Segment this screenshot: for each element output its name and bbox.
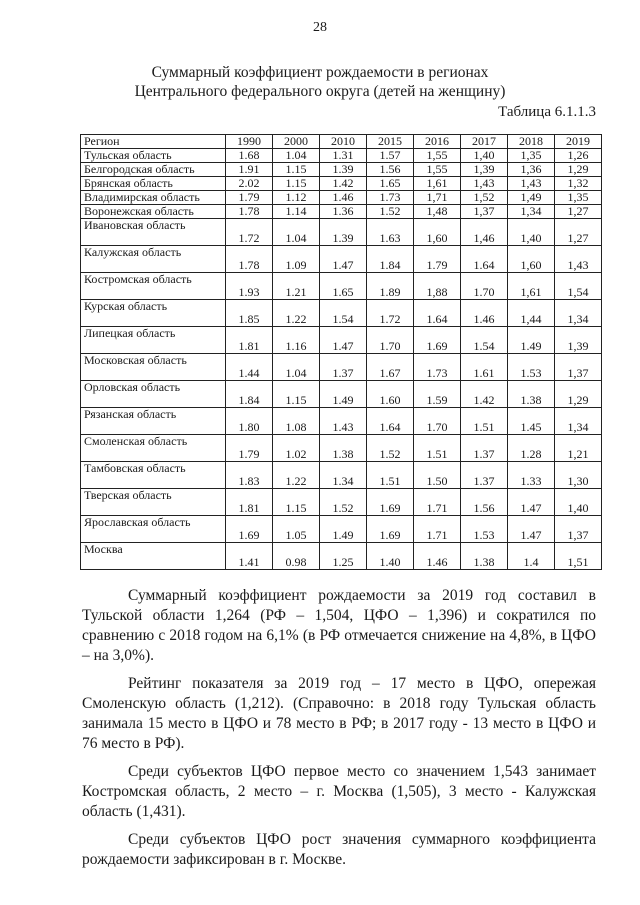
value-cell: 1.79 bbox=[414, 246, 461, 273]
value-cell: 1.41 bbox=[226, 543, 273, 570]
value-cell: 1.69 bbox=[414, 327, 461, 354]
value-cell: 1,32 bbox=[555, 177, 602, 191]
value-cell: 1,60 bbox=[508, 246, 555, 273]
value-cell: 1.46 bbox=[461, 300, 508, 327]
value-cell: 1,36 bbox=[508, 163, 555, 177]
value-cell: 1.49 bbox=[508, 327, 555, 354]
value-cell: 1.80 bbox=[226, 408, 273, 435]
table-row bbox=[81, 273, 602, 300]
value-cell: 1.14 bbox=[273, 205, 320, 219]
value-cell: 1.49 bbox=[320, 381, 367, 408]
value-cell: 1,48 bbox=[414, 205, 461, 219]
value-cell: 1,35 bbox=[508, 149, 555, 163]
value-cell: 1.59 bbox=[414, 381, 461, 408]
title-line-2: Центрального федерального округа (детей на женщину) bbox=[134, 83, 506, 100]
value-cell: 1.37 bbox=[461, 435, 508, 462]
region-cell: Воронежская область bbox=[81, 205, 226, 219]
value-cell: 1.28 bbox=[508, 435, 555, 462]
paragraph: Среди субъектов ЦФО первое место со значением 1,543 занимает Костромская область, 2 место – г. Москва (1,505), 3 место - Калужская область (1,431). bbox=[82, 763, 596, 820]
document-title bbox=[0, 63, 640, 101]
value-cell: 1.70 bbox=[414, 408, 461, 435]
value-cell: 1,52 bbox=[461, 191, 508, 205]
value-cell: 1.34 bbox=[320, 462, 367, 489]
value-cell: 1.91 bbox=[226, 163, 273, 177]
value-cell: 1.04 bbox=[273, 149, 320, 163]
value-cell: 1.52 bbox=[320, 489, 367, 516]
value-cell: 1,49 bbox=[508, 191, 555, 205]
table-row bbox=[81, 191, 602, 205]
value-cell: 1.52 bbox=[367, 205, 414, 219]
value-cell: 1,26 bbox=[555, 149, 602, 163]
value-cell: 1,61 bbox=[414, 177, 461, 191]
region-cell: Рязанская область bbox=[81, 408, 226, 435]
value-cell: 1.78 bbox=[226, 246, 273, 273]
value-cell: 1.56 bbox=[461, 489, 508, 516]
value-cell: 1.15 bbox=[273, 177, 320, 191]
value-cell: 1,60 bbox=[414, 219, 461, 246]
paragraph: Среди субъектов ЦФО рост значения суммарного коэффициента рождаемости зафиксирован в г. Москве. bbox=[82, 831, 596, 868]
paragraph: Рейтинг показателя за 2019 год – 17 место в ЦФО, опережая Смоленскую область (1,212). (Справочно: в 2018 году Тульская область занимала 15 место в ЦФО и 78 место в РФ; в 2017 году - 13 место в ЦФО и 76 место в РФ). bbox=[82, 675, 596, 752]
header-year: 2018 bbox=[508, 135, 555, 149]
region-cell: Курская область bbox=[81, 300, 226, 327]
region-cell: Тамбовская область bbox=[81, 462, 226, 489]
value-cell: 1,21 bbox=[555, 435, 602, 462]
value-cell: 1,30 bbox=[555, 462, 602, 489]
paragraph: Суммарный коэффициент рождаемости за 2019 год составил в Тульской области 1,264 (РФ – 1,504, ЦФО – 1,396) и сократился по сравнению с 2018 годом на 6,1% (в РФ отмечается снижение на 4,8%, в ЦФО – на 3,0%). bbox=[82, 587, 596, 664]
value-cell: 1,29 bbox=[555, 163, 602, 177]
value-cell: 1.47 bbox=[508, 516, 555, 543]
region-cell: Тульская область bbox=[81, 149, 226, 163]
table-row bbox=[81, 462, 602, 489]
value-cell: 1,55 bbox=[414, 163, 461, 177]
value-cell: 1.15 bbox=[273, 381, 320, 408]
value-cell: 1,40 bbox=[555, 489, 602, 516]
value-cell: 1.38 bbox=[461, 543, 508, 570]
value-cell: 1,39 bbox=[555, 327, 602, 354]
value-cell: 1.04 bbox=[273, 354, 320, 381]
table-row bbox=[81, 489, 602, 516]
value-cell: 1.02 bbox=[273, 435, 320, 462]
table-row bbox=[81, 300, 602, 327]
value-cell: 1.46 bbox=[414, 543, 461, 570]
value-cell: 1.69 bbox=[226, 516, 273, 543]
region-cell: Москва bbox=[81, 543, 226, 570]
value-cell: 1,40 bbox=[508, 219, 555, 246]
value-cell: 1,34 bbox=[555, 300, 602, 327]
table-row bbox=[81, 516, 602, 543]
value-cell: 1.60 bbox=[367, 381, 414, 408]
table-row bbox=[81, 177, 602, 191]
value-cell: 1.70 bbox=[461, 273, 508, 300]
value-cell: 1.37 bbox=[461, 462, 508, 489]
value-cell: 1.52 bbox=[367, 435, 414, 462]
value-cell: 1.31 bbox=[320, 149, 367, 163]
header-year: 2015 bbox=[367, 135, 414, 149]
value-cell: 1.93 bbox=[226, 273, 273, 300]
value-cell: 1.72 bbox=[226, 219, 273, 246]
region-cell: Владимирская область bbox=[81, 191, 226, 205]
value-cell: 1.46 bbox=[320, 191, 367, 205]
value-cell: 1.09 bbox=[273, 246, 320, 273]
value-cell: 1.57 bbox=[367, 149, 414, 163]
region-cell: Московская область bbox=[81, 354, 226, 381]
value-cell: 1,71 bbox=[414, 191, 461, 205]
region-cell: Калужская область bbox=[81, 246, 226, 273]
value-cell: 1.22 bbox=[273, 300, 320, 327]
value-cell: 1.37 bbox=[320, 354, 367, 381]
value-cell: 1,51 bbox=[555, 543, 602, 570]
body-text bbox=[82, 586, 596, 878]
value-cell: 1.73 bbox=[367, 191, 414, 205]
value-cell: 1.44 bbox=[226, 354, 273, 381]
value-cell: 1.67 bbox=[367, 354, 414, 381]
header-year: 2010 bbox=[320, 135, 367, 149]
value-cell: 1.78 bbox=[226, 205, 273, 219]
value-cell: 1.4 bbox=[508, 543, 555, 570]
value-cell: 0.98 bbox=[273, 543, 320, 570]
region-cell: Белгородская область bbox=[81, 163, 226, 177]
value-cell: 1.85 bbox=[226, 300, 273, 327]
value-cell: 1.64 bbox=[367, 408, 414, 435]
value-cell: 1.39 bbox=[320, 219, 367, 246]
table-label: Таблица 6.1.1.3 bbox=[498, 104, 596, 120]
table-row bbox=[81, 205, 602, 219]
value-cell: 1.65 bbox=[320, 273, 367, 300]
value-cell: 1.69 bbox=[367, 516, 414, 543]
value-cell: 1,61 bbox=[508, 273, 555, 300]
fertility-table bbox=[80, 134, 602, 570]
value-cell: 1.81 bbox=[226, 327, 273, 354]
value-cell: 1.68 bbox=[226, 149, 273, 163]
table-row bbox=[81, 354, 602, 381]
value-cell: 1.54 bbox=[461, 327, 508, 354]
value-cell: 1,29 bbox=[555, 381, 602, 408]
title-line-1: Суммарный коэффициент рождаемости в регионах bbox=[151, 64, 489, 81]
table-row bbox=[81, 327, 602, 354]
value-cell: 1,34 bbox=[508, 205, 555, 219]
value-cell: 1.63 bbox=[367, 219, 414, 246]
table-row bbox=[81, 408, 602, 435]
header-year: 2019 bbox=[555, 135, 602, 149]
value-cell: 1.64 bbox=[461, 246, 508, 273]
value-cell: 1.81 bbox=[226, 489, 273, 516]
value-cell: 1.12 bbox=[273, 191, 320, 205]
value-cell: 1.54 bbox=[320, 300, 367, 327]
table-body bbox=[81, 149, 602, 570]
value-cell: 1.45 bbox=[508, 408, 555, 435]
value-cell: 1.15 bbox=[273, 163, 320, 177]
value-cell: 1,55 bbox=[414, 149, 461, 163]
value-cell: 1.21 bbox=[273, 273, 320, 300]
value-cell: 1,34 bbox=[555, 408, 602, 435]
value-cell: 1.53 bbox=[461, 516, 508, 543]
header-year: 1990 bbox=[226, 135, 273, 149]
value-cell: 1.42 bbox=[461, 381, 508, 408]
table-row bbox=[81, 246, 602, 273]
header-year: 2000 bbox=[273, 135, 320, 149]
table-row bbox=[81, 149, 602, 163]
value-cell: 1.84 bbox=[367, 246, 414, 273]
region-cell: Костромская область bbox=[81, 273, 226, 300]
value-cell: 1.04 bbox=[273, 219, 320, 246]
value-cell: 1,37 bbox=[555, 516, 602, 543]
value-cell: 1,44 bbox=[508, 300, 555, 327]
value-cell: 1.79 bbox=[226, 191, 273, 205]
value-cell: 1.47 bbox=[320, 327, 367, 354]
header-year: 2017 bbox=[461, 135, 508, 149]
value-cell: 1.38 bbox=[320, 435, 367, 462]
value-cell: 1.43 bbox=[320, 408, 367, 435]
value-cell: 1.89 bbox=[367, 273, 414, 300]
value-cell: 1.16 bbox=[273, 327, 320, 354]
value-cell: 1.42 bbox=[320, 177, 367, 191]
value-cell: 1.38 bbox=[508, 381, 555, 408]
value-cell: 1.49 bbox=[320, 516, 367, 543]
value-cell: 1.51 bbox=[414, 435, 461, 462]
value-cell: 1.53 bbox=[508, 354, 555, 381]
value-cell: 1,46 bbox=[461, 219, 508, 246]
value-cell: 1.25 bbox=[320, 543, 367, 570]
region-cell: Липецкая область bbox=[81, 327, 226, 354]
value-cell: 1,35 bbox=[555, 191, 602, 205]
value-cell: 1.61 bbox=[461, 354, 508, 381]
region-cell: Тверская область bbox=[81, 489, 226, 516]
table-header-row bbox=[81, 135, 602, 149]
value-cell: 1.83 bbox=[226, 462, 273, 489]
region-cell: Ярославская область bbox=[81, 516, 226, 543]
value-cell: 1,54 bbox=[555, 273, 602, 300]
value-cell: 1,43 bbox=[461, 177, 508, 191]
header-region: Регион bbox=[81, 135, 226, 149]
value-cell: 1,27 bbox=[555, 219, 602, 246]
value-cell: 1.51 bbox=[461, 408, 508, 435]
value-cell: 2.02 bbox=[226, 177, 273, 191]
value-cell: 1,37 bbox=[461, 205, 508, 219]
value-cell: 1,39 bbox=[461, 163, 508, 177]
value-cell: 1,43 bbox=[508, 177, 555, 191]
value-cell: 1.65 bbox=[367, 177, 414, 191]
value-cell: 1.72 bbox=[367, 300, 414, 327]
value-cell: 1.05 bbox=[273, 516, 320, 543]
value-cell: 1.47 bbox=[508, 489, 555, 516]
table-row bbox=[81, 163, 602, 177]
value-cell: 1,40 bbox=[461, 149, 508, 163]
header-year: 2016 bbox=[414, 135, 461, 149]
page-number: 28 bbox=[313, 20, 327, 35]
value-cell: 1.15 bbox=[273, 489, 320, 516]
value-cell: 1,88 bbox=[414, 273, 461, 300]
table-row bbox=[81, 435, 602, 462]
value-cell: 1.50 bbox=[414, 462, 461, 489]
value-cell: 1.40 bbox=[367, 543, 414, 570]
table-row bbox=[81, 543, 602, 570]
value-cell: 1,37 bbox=[555, 354, 602, 381]
region-cell: Брянская область bbox=[81, 177, 226, 191]
region-cell: Смоленская область bbox=[81, 435, 226, 462]
value-cell: 1.70 bbox=[367, 327, 414, 354]
value-cell: 1.73 bbox=[414, 354, 461, 381]
value-cell: 1.71 bbox=[414, 489, 461, 516]
value-cell: 1.56 bbox=[367, 163, 414, 177]
value-cell: 1.71 bbox=[414, 516, 461, 543]
value-cell: 1.22 bbox=[273, 462, 320, 489]
value-cell: 1.33 bbox=[508, 462, 555, 489]
value-cell: 1.69 bbox=[367, 489, 414, 516]
region-cell: Ивановская область bbox=[81, 219, 226, 246]
value-cell: 1.84 bbox=[226, 381, 273, 408]
table-row bbox=[81, 219, 602, 246]
value-cell: 1.47 bbox=[320, 246, 367, 273]
region-cell: Орловская область bbox=[81, 381, 226, 408]
value-cell: 1.79 bbox=[226, 435, 273, 462]
value-cell: 1.64 bbox=[414, 300, 461, 327]
value-cell: 1.51 bbox=[367, 462, 414, 489]
value-cell: 1,27 bbox=[555, 205, 602, 219]
value-cell: 1.36 bbox=[320, 205, 367, 219]
table-row bbox=[81, 381, 602, 408]
value-cell: 1,43 bbox=[555, 246, 602, 273]
value-cell: 1.39 bbox=[320, 163, 367, 177]
value-cell: 1.08 bbox=[273, 408, 320, 435]
